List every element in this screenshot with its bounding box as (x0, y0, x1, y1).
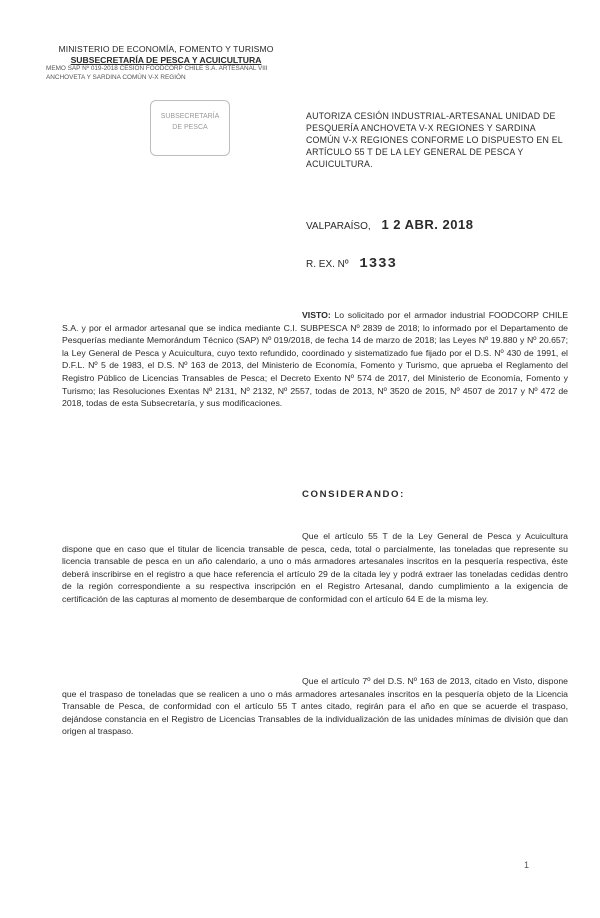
stamp-line2: DE PESCA (172, 124, 208, 131)
visto-paragraph (62, 309, 568, 410)
resolution-number-line (306, 256, 397, 272)
stamp-line1: SUBSECRETARÍA (160, 113, 220, 120)
date-line (306, 217, 473, 232)
memo-reference-line2: ANCHOVETA Y SARDINA COMÚN V-X REGIÓN (46, 73, 186, 81)
considerando-heading: CONSIDERANDO: (302, 489, 405, 500)
date-place: VALPARAÍSO, (306, 221, 371, 232)
resolution-number: 1333 (359, 256, 397, 272)
page-number: 1 (524, 860, 530, 870)
letterhead (46, 44, 286, 82)
official-stamp (150, 100, 230, 156)
date-value: 1 2 ABR. 2018 (381, 217, 474, 232)
visto-lead: VISTO: (302, 310, 331, 320)
visto-text: Lo solicitado por el armador industrial FOODCORP CHILE S.A. y por el armador artesanal que se indica mediante C.I. SUBPESCA Nº 2839 de 2018; lo informado por el Departamento de Pesquerías mediante Memorándum Técnico (SAP) Nº 019/2018, de fecha 14 de marzo de 2018; las Leyes Nº 19.880 y Nº 20.657; la Ley General de Pesca y Acuicultura, cuyo texto refundido, coordinado y sistematizado fue fijado por el D.S. Nº 430 de 1991, el D.F.L. Nº 5 de 1983, el D.S. Nº 163 de 2013, del Ministerio de Economía, Fomento y Turismo, que aprueba el Reglamento del Registro Público de Licencias Transables de Pesca; el Decreto Exento Nº 574 de 2017, del Ministerio de Economía, Fomento y Turismo; las Resoluciones Exentas Nº 2131, Nº 2132, Nº 2557, todas de 2013, Nº 3520 de 2015, Nº 4507 de 2017 y Nº 472 de 2018, todas de esta Subsecretaría, y sus modificaciones. (62, 310, 568, 409)
considerando-paragraph-1: Que el artículo 55 T de la Ley General de Pesca y Acuicultura dispone que en caso que el titular de licencia transable de pesca, ceda, total o parcialmente, las toneladas que represente su licencia transable de pesca en un año calendario, a uno o más armadores artesanales inscritos en la pesquería respectiva, éste deberá inscribirse en el registro a que hace referencia el artículo 29 de la citada ley y podrá extraer las toneladas cedidas dentro de la región correspondiente a su respectiva inscripción en el Registro Artesanal, dando cumplimiento a la exigencia de certificación de las capturas al momento de desembarque de conformidad con el artículo 64 E de la misma ley. (62, 531, 568, 604)
ministry-name: MINISTERIO DE ECONOMÍA, FOMENTO Y TURISMO (58, 44, 274, 54)
resolution-label: R. EX. Nº (306, 259, 349, 270)
memo-reference: MEMO SAP Nº 019-2018 CESIÓN FOODCORP CHILE S.A. ARTESANAL VIII (46, 65, 268, 72)
considerando-paragraph-2: Que el artículo 7º del D.S. Nº 163 de 2013, citado en Visto, dispone que el traspaso de toneladas que se realicen a uno o más armadores artesanales inscritos en la pesquería objeto de la Licencia Transable de Pesca, de conformidad con el artículo 55 T antes citado, regirán para el año en que se acuerde el traspaso, dejándose constancia en el Registro de Licencias Transables de la individualización de las unidades mínimas de división que dan origen al traspaso. (62, 676, 568, 737)
subsecretariat-name: SUBSECRETARÍA DE PESCA Y ACUICULTURA (70, 54, 262, 65)
document-title: AUTORIZA CESIÓN INDUSTRIAL-ARTESANAL UNIDAD DE PESQUERÍA ANCHOVETA V-X REGIONES Y SARDINA COMÚN V-X REGIONES CONFORME LO DISPUESTO EN EL ARTÍCULO 55 T DE LA LEY GENERAL DE PESCA Y ACUICULTURA. (306, 111, 563, 169)
